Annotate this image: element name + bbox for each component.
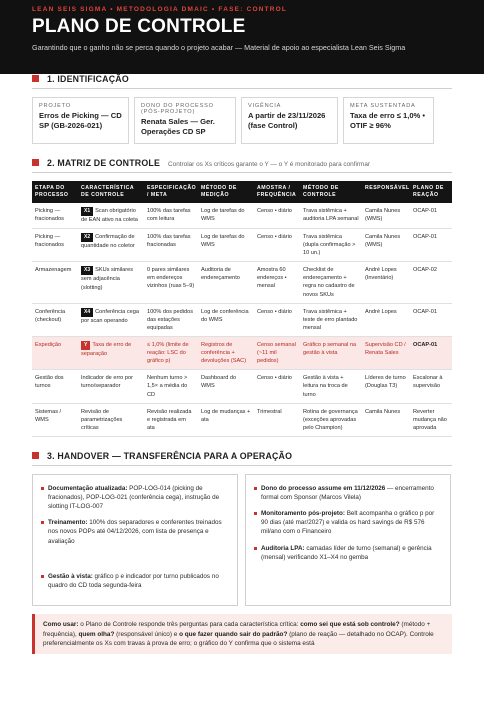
table-cell: Log de tarefas do WMS	[198, 203, 254, 229]
table-row	[32, 262, 452, 303]
table-cell: Gráfico p semanal na gestão à vista	[300, 336, 362, 369]
table-cell: Checklist de endereçamento + regra no cadastro de novos SKUs	[300, 262, 362, 303]
table-cell: Trava sistêmica + teste de erro plantado mensal	[300, 303, 362, 336]
card-meta-sustentada	[343, 97, 434, 144]
table-cell: Picking — fracionados	[32, 228, 78, 261]
table-header-row	[32, 181, 452, 203]
table-cell: OCAP-01	[410, 203, 452, 229]
table-cell: Dashboard do WMS	[198, 370, 254, 403]
bullet-icon	[254, 487, 257, 490]
item-label: Treinamento:	[48, 519, 88, 527]
bullet-icon	[41, 521, 44, 524]
characteristic-text: Indicador de erro por turno/separador	[81, 375, 133, 390]
column-header: RESPONSÁVEL	[362, 181, 410, 203]
table-cell: OCAP-02	[410, 262, 452, 303]
table-cell: Censo • diário	[254, 370, 300, 403]
table-cell: Trava sistêmica + auditoria LPA semanal	[300, 203, 362, 229]
table-cell: 100% das tarefas com leitura	[144, 203, 198, 229]
table-cell: André Lopes	[362, 303, 410, 336]
table-cell: Log de mudanças + ata	[198, 403, 254, 436]
variable-badge: Y	[81, 341, 90, 350]
characteristic-text: SKUs similares sem adjacência (slotting)	[81, 267, 134, 291]
characteristic-text: Confirmação de quantidade no coletor	[81, 233, 135, 250]
callout-text: (responsável único) e	[114, 630, 180, 638]
table-cell: Reverter mudança não aprovada	[410, 403, 452, 436]
table-cell: Rotina de governança (exceções aprovadas pelo Champion)	[300, 403, 362, 436]
card-value: Taxa de erro ≤ 1,0% • OTIF ≥ 96%	[350, 111, 426, 131]
control-matrix-section	[0, 158, 484, 437]
table-row	[32, 203, 452, 229]
table-cell	[78, 303, 144, 336]
header-eyebrow: LEAN SEIS SIGMA • METODOLOGIA DMAIC • FASE: CONTROL	[32, 6, 288, 13]
table-cell: Líderes de turno (Douglas T3)	[362, 370, 410, 403]
section-divider	[32, 465, 452, 466]
table-cell: Sistemas / WMS	[32, 403, 78, 436]
table-cell: Supervisão CD / Renata Sales	[362, 336, 410, 369]
column-header: ESPECIFICAÇÃO / META	[144, 181, 198, 203]
table-cell: Armazenagem	[32, 262, 78, 303]
handover-item	[254, 484, 442, 502]
section-marker-icon	[32, 452, 39, 459]
table-cell: Trava sistêmica (dupla confirmação > 10 un.)	[300, 228, 362, 261]
card-projeto	[32, 97, 129, 144]
card-vigencia	[241, 97, 338, 144]
table-cell: Auditoria de endereçamento	[198, 262, 254, 303]
item-text: POP-LOG-014 (picking de fracionados), POP-LOG-021 (conferência cega), instrução de slotting IT-LOG-007	[48, 484, 220, 511]
section-header	[32, 74, 452, 84]
variable-badge: X2	[81, 233, 93, 242]
bullet-icon	[41, 575, 44, 578]
table-cell: ≤ 1,0% (limite de reação: LSC do gráfico p)	[144, 336, 198, 369]
section-title: 3. HANDOVER — TRANSFERÊNCIA PARA A OPERAÇÃO	[47, 450, 293, 461]
handover-right-column	[245, 474, 451, 606]
section-note: Controlar os Xs críticos garante o Y — o Y é monitorado para confirmar	[168, 161, 371, 168]
table-cell: OCAP-01	[410, 336, 452, 369]
table-row	[32, 403, 452, 436]
table-cell: Picking — fracionados	[32, 203, 78, 229]
table-cell: Log de conferência do WMS	[198, 303, 254, 336]
identification-cards	[32, 97, 452, 144]
section-header	[32, 158, 452, 168]
card-label: META SUSTENTADA	[350, 103, 416, 109]
table-cell	[78, 228, 144, 261]
bullet-icon	[41, 487, 44, 490]
table-row	[32, 303, 452, 336]
column-header: MÉTODO DE CONTROLE	[300, 181, 362, 203]
table-cell: Censo • diário	[254, 228, 300, 261]
table-cell: Censo semanal (~11 mil pedidos)	[254, 336, 300, 369]
item-text: Belt acompanha o gráfico p por 90 dias (até mar/2027) e valida os hard savings de R$ 576 mil/ano com o Financeiro	[261, 510, 435, 536]
section-title: 2. MATRIZ DE CONTROLE	[47, 158, 161, 168]
table-cell: Escalonar à supervisão	[410, 370, 452, 403]
table-cell	[78, 203, 144, 229]
card-value: Erros de Picking — CD SP (GB-2026-021)	[39, 111, 122, 131]
characteristic-text: Taxa de erro de separação	[81, 341, 132, 358]
handover-section	[0, 451, 484, 606]
item-text: gráfico p e indicador por turno publicados no quadro do CD toda segunda-feira	[48, 572, 219, 589]
table-cell: Log de tarefas do WMS	[198, 228, 254, 261]
section-divider	[32, 172, 452, 173]
table-cell: Camila Nunes	[362, 403, 410, 436]
table-cell: Nenhum turno > 1,5× a média do CD	[144, 370, 198, 403]
table-cell: Censo • diário	[254, 303, 300, 336]
section-marker-icon	[32, 159, 39, 166]
section-divider	[32, 88, 452, 89]
item-label: Documentação atualizada:	[48, 484, 128, 492]
table-cell: OCAP-01	[410, 228, 452, 261]
table-cell: Trimestral	[254, 403, 300, 436]
variable-badge: X1	[81, 207, 93, 216]
card-label: VIGÊNCIA	[248, 103, 282, 109]
item-label: Auditoria LPA:	[261, 544, 305, 552]
callout-question: o que fazer quando sair do padrão?	[179, 630, 288, 638]
handover-item	[41, 518, 229, 545]
section-title: 1. IDENTIFICAÇÃO	[47, 74, 129, 84]
card-value: A partir de 23/11/2026 (fase Control)	[248, 111, 326, 131]
control-matrix-table	[32, 181, 452, 437]
table-row	[32, 228, 452, 261]
callout-text: o Plano de Controle responde três perguntas para cada característica crítica:	[78, 620, 301, 628]
table-cell: Revisão realizada e registrada em ata	[144, 403, 198, 436]
table-cell: Camila Nunes (WMS)	[362, 228, 410, 261]
section-header	[32, 451, 452, 461]
handover-item	[41, 572, 229, 590]
item-label: Dono do processo assume em 11/12/2026	[261, 484, 386, 492]
column-header: CARACTERÍSTICA DE CONTROLE	[78, 181, 144, 203]
table-cell: Camila Nunes (WMS)	[362, 203, 410, 229]
column-header: PLANO DE REAÇÃO	[410, 181, 452, 203]
table-row	[32, 336, 452, 369]
table-cell: 0 pares similares em endereços vizinhos (ruas 5–9)	[144, 262, 198, 303]
handover-item	[41, 484, 229, 511]
callout-question: como sei que está sob controle?	[300, 620, 400, 628]
item-text: — encerramento formal com Sponsor (Marcos Vilela)	[261, 484, 434, 502]
variable-badge: X4	[81, 308, 93, 317]
callout-text: (plano de reação — detalhado no OCAP). Controle preferencialmente os Xs com travas à prova de erro; o gráfico do Y confirma que o sistema está	[43, 630, 434, 648]
page-title: PLANO DE CONTROLE	[32, 16, 246, 37]
table-cell: 100% dos pedidos das estações equipadas	[144, 303, 198, 336]
characteristic-text: Scan obrigatório de EAN ativo na coleta	[81, 207, 138, 223]
bullet-icon	[254, 512, 257, 515]
table-cell: Censo • diário	[254, 203, 300, 229]
table-cell: Expedição	[32, 336, 78, 369]
callout-lead: Como usar:	[43, 620, 79, 628]
table-cell	[78, 403, 144, 436]
how-to-use-callout	[32, 614, 452, 654]
table-cell	[78, 262, 144, 303]
table-cell	[78, 336, 144, 369]
table-cell: André Lopes (Inventário)	[362, 262, 410, 303]
characteristic-text: Conferência cega por scan operando	[81, 308, 139, 324]
table-cell: OCAP-01	[410, 303, 452, 336]
column-header: MÉTODO DE MEDIÇÃO	[198, 181, 254, 203]
variable-badge: X3	[81, 266, 93, 275]
table-row	[32, 370, 452, 403]
card-value: Renata Sales — Ger. Operações CD SP	[141, 117, 215, 137]
callout-question: quem olha?	[78, 630, 115, 638]
table-cell: Registros de conferência + devoluções (SAC)	[198, 336, 254, 369]
callout-text: (método + frequência),	[43, 620, 431, 638]
item-text: 100% dos separadores e conferentes treinados nos novos POPs até 04/12/2026, com lista de presença e avaliação	[48, 519, 222, 545]
table-cell: Conferência (checkout)	[32, 303, 78, 336]
item-label: Monitoramento pós-projeto:	[261, 510, 345, 518]
table-cell: Amostra 60 endereços • mensal	[254, 262, 300, 303]
bullet-icon	[254, 547, 257, 550]
characteristic-text: Revisão de parametrizações críticas	[81, 408, 123, 431]
item-label: Gestão à vista:	[48, 572, 93, 580]
column-header: AMOSTRA / FREQUÊNCIA	[254, 181, 300, 203]
section-marker-icon	[32, 75, 39, 82]
handover-item	[254, 544, 442, 562]
identification-section	[0, 74, 484, 144]
handover-item	[254, 509, 442, 536]
table-cell	[78, 370, 144, 403]
item-text: camadas líder de turno (semanal) e gerência (mensal) verificando X1–X4 no gemba	[261, 544, 432, 561]
table-cell: Gestão dos turnos	[32, 370, 78, 403]
handover-left-column	[32, 474, 238, 606]
table-cell: 100% das tarefas fracionadas	[144, 228, 198, 261]
card-label: PROJETO	[39, 103, 71, 109]
card-label: DONO DO PROCESSO (PÓS-PROJETO)	[141, 103, 214, 115]
page-header	[0, 0, 484, 74]
handover-columns	[32, 474, 452, 606]
page-subtitle: Garantindo que o ganho não se perca quando o projeto acabar — Material de apoio ao especialista Lean Seis Sigma	[32, 43, 406, 52]
table-cell: Gestão à vista + leitura na troca de turno	[300, 370, 362, 403]
column-header: ETAPA DO PROCESSO	[32, 181, 78, 203]
card-dono-processo	[134, 97, 236, 144]
